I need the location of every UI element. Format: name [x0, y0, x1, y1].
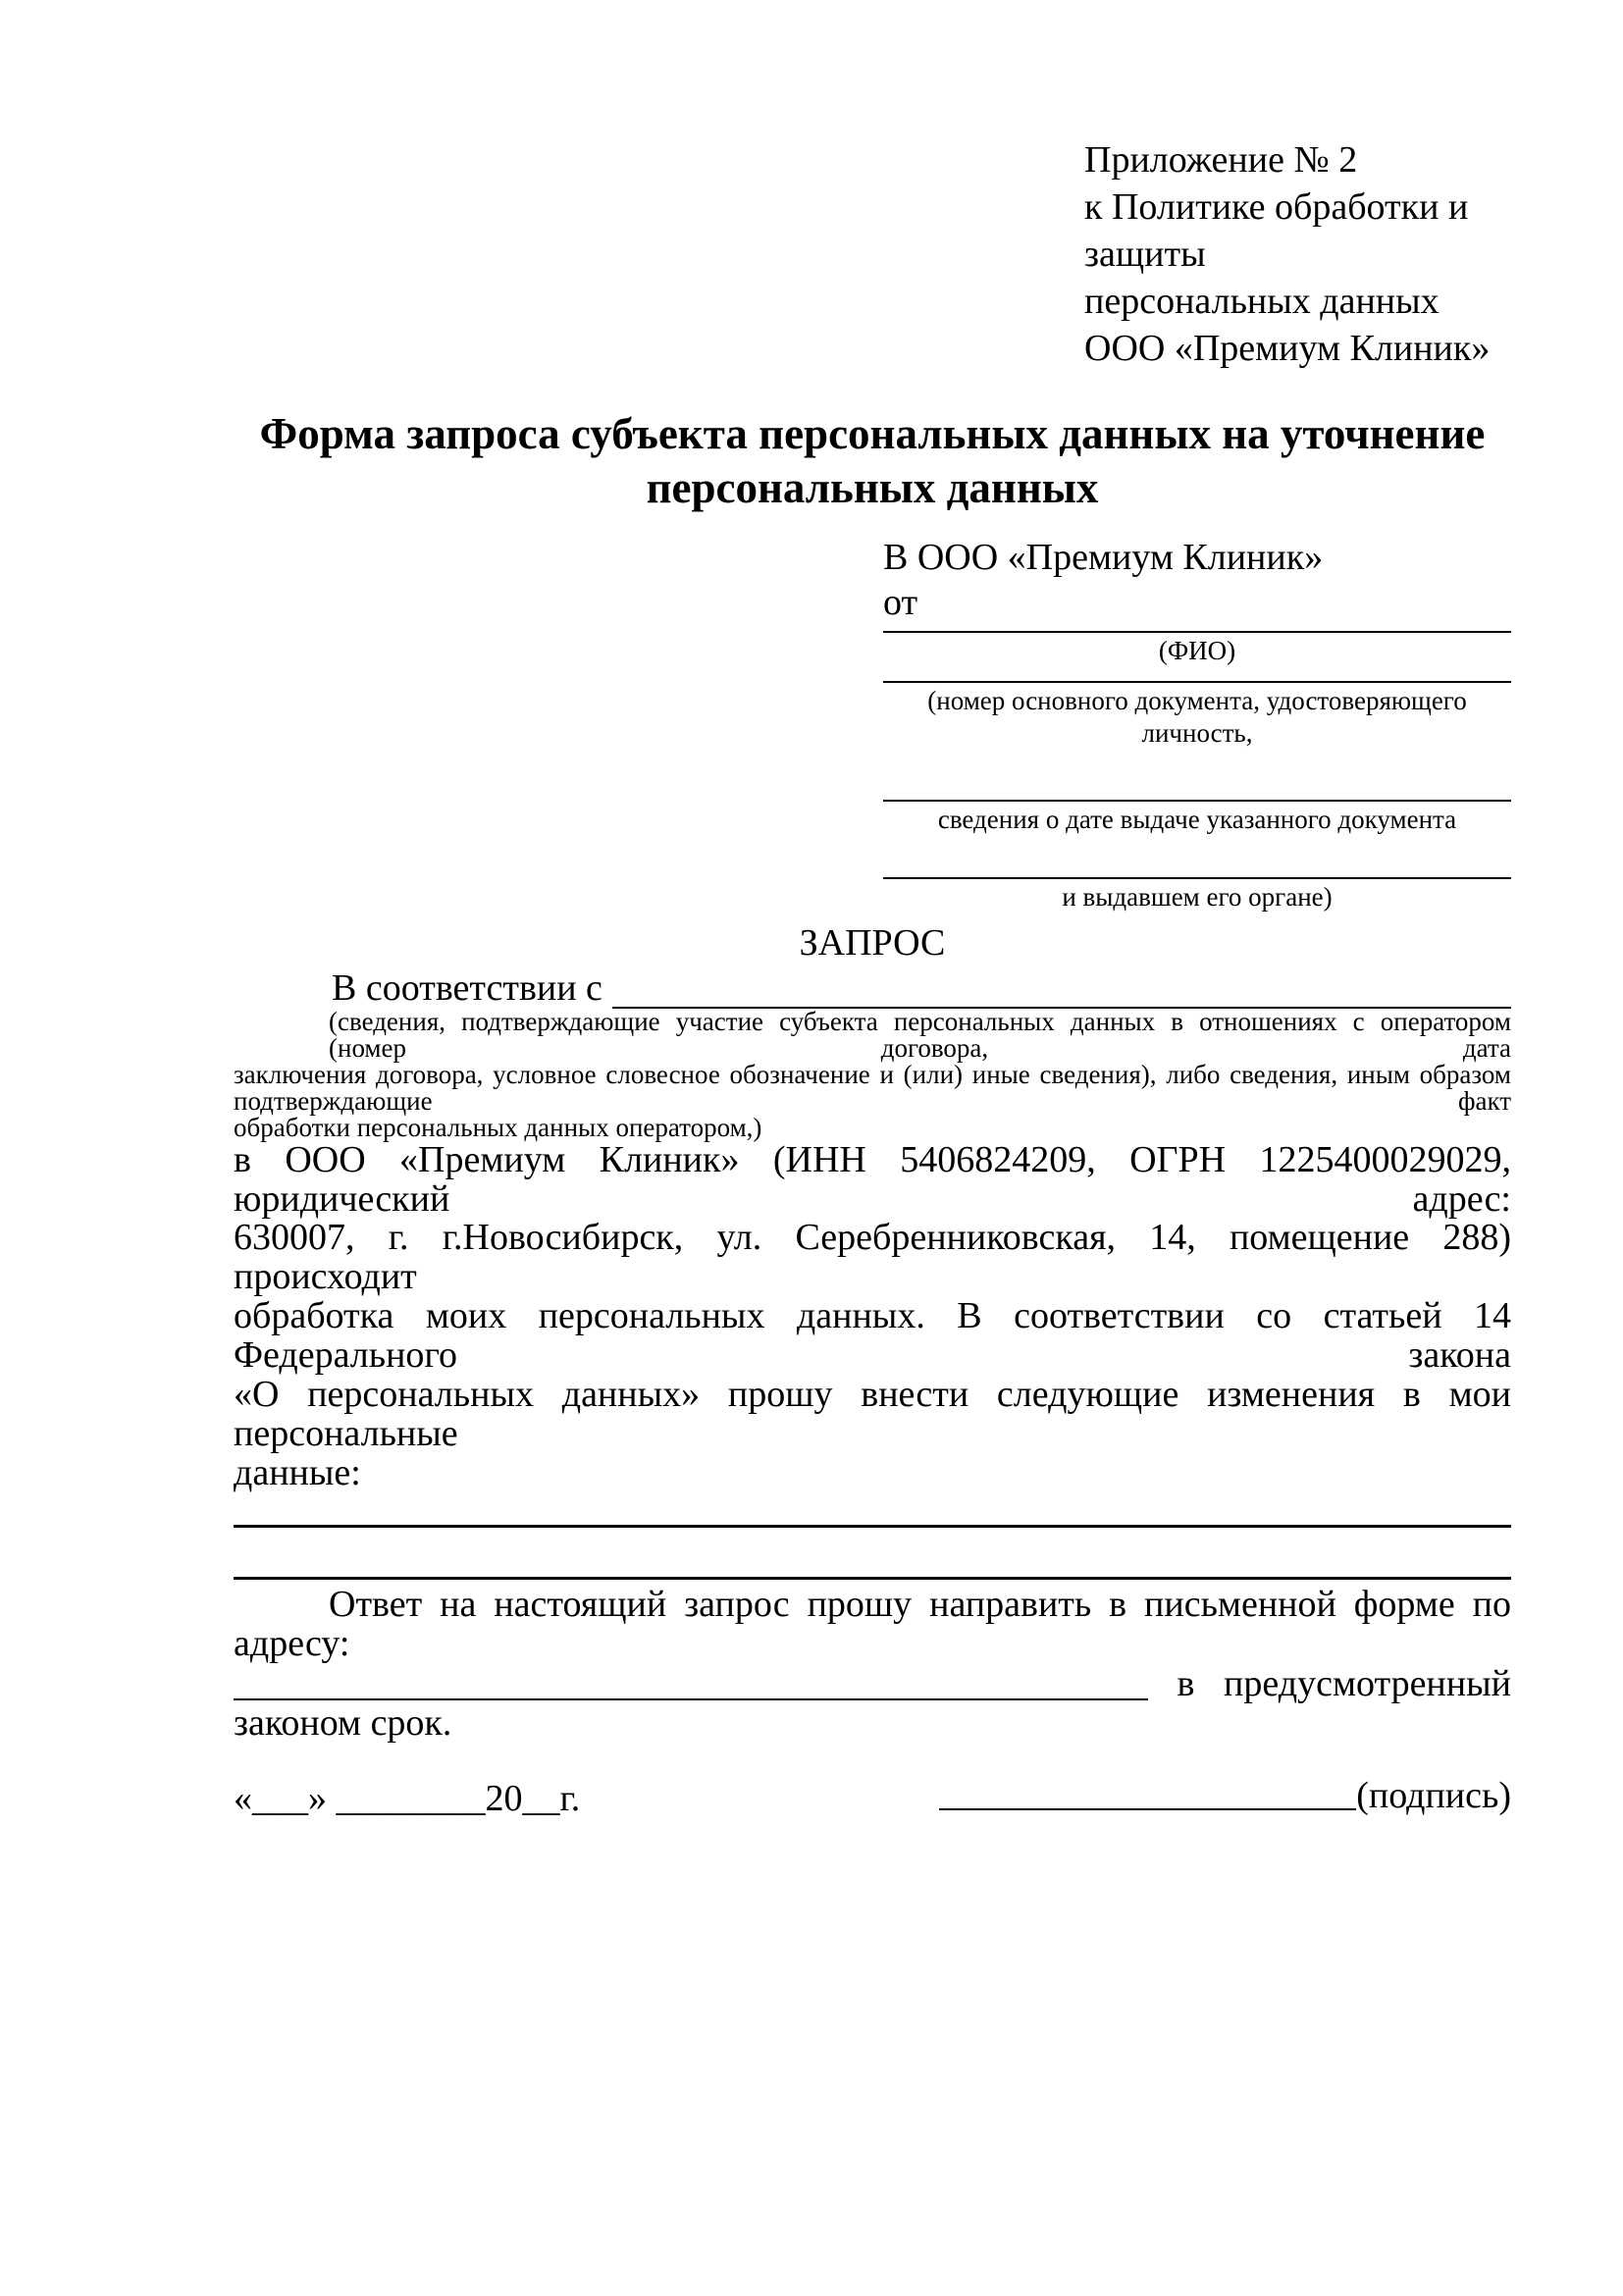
recipient-block — [883, 539, 1511, 913]
appendix-note — [1084, 137, 1511, 372]
document-title-line: Форма запроса субъекта персональных данных на уточнение — [259, 409, 1486, 459]
date-blank-text: «___» ________20__г. — [234, 1778, 581, 1820]
intro-prefix-text: В соответствии с — [332, 966, 602, 1009]
signature-caption: (подпись) — [1356, 1775, 1511, 1817]
fio-caption: (ФИО) — [1158, 635, 1236, 665]
reply-tail-word: предусмотренный — [1224, 1663, 1511, 1705]
issue-org-caption: и выдавшем его органе) — [1062, 881, 1333, 912]
issue-org-blank-line — [883, 877, 1511, 879]
intro-row — [234, 966, 1511, 1009]
signature-area — [939, 1777, 1511, 1816]
footnote-line: заключения договора, условное словесное обозначение и (или) иные сведения), либо сведения, иным образом подтверждающие факт — [234, 1059, 1511, 1116]
date-signature-row — [234, 1777, 1511, 1819]
body-line: «О персональных данных» прошу внести следующие изменения в мои персональные — [234, 1374, 1511, 1454]
appendix-note-line: Приложение № 2 — [1084, 139, 1358, 181]
request-heading: ЗАПРОС — [799, 921, 946, 964]
intro-footnote — [234, 1006, 1511, 1142]
recipient-to: В ООО «Премиум Клиник» — [883, 537, 1324, 579]
appendix-note-line: персональных данных — [1084, 280, 1440, 322]
appendix-note-line: к Политике обработки и защиты — [1084, 185, 1469, 275]
body-line: в ООО «Премиум Клиник» (ИНН 5406824209, ОГРН 1225400029029, юридический адрес: — [234, 1138, 1511, 1220]
document-title — [234, 407, 1511, 515]
recipient-from-label: от — [883, 582, 918, 624]
body-line: данные: — [234, 1451, 361, 1493]
body-line: 630007, г. г.Новосибирск, ул. Серебренниковская, 14, помещение 288) происходит — [234, 1217, 1511, 1298]
doc-number-caption: (номер основного документа, удостоверяющего личность, — [927, 686, 1467, 748]
reply-address-row — [234, 1665, 1511, 1704]
fio-blank-line — [883, 631, 1511, 633]
reply-request-line: Ответ на настоящий запрос прошу направить в письменной форме по адресу: — [234, 1583, 1511, 1664]
address-blank-line — [234, 1698, 1148, 1700]
changes-blank-line-2 — [234, 1577, 1511, 1580]
reply-closing-line: законом срок. — [234, 1702, 452, 1745]
intro-blank-line — [612, 969, 1511, 1009]
signature-blank-line — [939, 1808, 1356, 1810]
issue-date-blank-line — [883, 800, 1511, 802]
document-title-line: персональных данных — [646, 463, 1099, 513]
changes-blank-line-1 — [234, 1525, 1511, 1528]
reply-tail-word: в — [1177, 1663, 1195, 1705]
issue-date-caption: сведения о дате выдаче указанного документа — [937, 805, 1457, 835]
body-line: обработка моих персональных данных. В соответствии со статьей 14 Федерального закона — [234, 1295, 1511, 1377]
body-paragraph — [234, 1138, 1511, 1493]
footnote-line: (сведения, подтверждающие участие субъекта персональных данных в отношениях с оператором (номер договора, дата — [329, 1006, 1511, 1063]
footnote-line: обработки персональных данных оператором,) — [234, 1112, 762, 1142]
doc-number-blank-line — [883, 681, 1511, 683]
appendix-note-line: ООО «Премиум Клиник» — [1084, 327, 1491, 369]
